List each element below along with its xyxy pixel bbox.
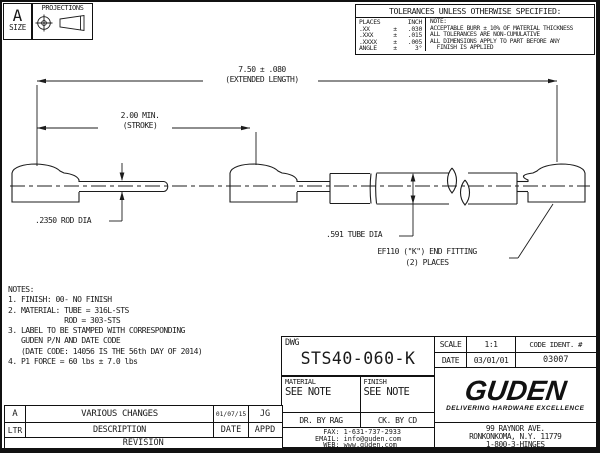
rev-footer: REVISION	[4, 437, 283, 449]
tolerance-notes: NOTE: ACCEPTABLE BURR ± 10% OF MATERIAL THICKNESS ALL TOLERANCES ARE NON-CUMULATIVE ALL DIMENSIONS APPLY TO PART BEFORE ANY FINISH IS APPLIED	[426, 18, 594, 51]
notes-title: NOTES:	[8, 285, 34, 294]
checked-by-cell: CK. BY CD	[360, 412, 436, 429]
finish-label: FINISH	[363, 378, 387, 386]
web-line: WEB: www.guden.com	[315, 441, 397, 450]
end-fitting-label: EF110 ("K") END FITTING (2) PLACES	[377, 247, 477, 267]
rev-ltr: A	[4, 405, 26, 423]
dwg-label: DWG	[285, 338, 300, 348]
tube-body	[330, 168, 517, 205]
rod-dia-label: .2350 ROD DIA	[35, 216, 92, 225]
date-label-cell: DATE	[434, 352, 468, 369]
code-ident-value-cell: 03007	[515, 352, 598, 369]
fax-line: FAX: 1-631-737-2933	[315, 428, 401, 436]
rev-header-ltr: LTR	[4, 422, 26, 439]
rev-date: 01/07/15	[213, 405, 249, 423]
tol-row-xx: .XX ± .030	[359, 24, 422, 33]
target-icon	[36, 15, 53, 32]
tol-note-label: NOTE:	[430, 18, 447, 25]
tol-row-xxxx: .XXXX ± .005	[359, 37, 422, 46]
rod-end-fitting	[12, 164, 79, 202]
cone-icon	[60, 16, 84, 31]
scale-label-cell: SCALE	[434, 336, 468, 353]
tube-end-fitting	[517, 164, 585, 202]
tolerance-block	[355, 4, 595, 55]
contact-box	[281, 427, 435, 448]
piston-rod	[79, 182, 168, 192]
email-line: EMAIL: info@guden.com	[315, 434, 401, 443]
stroke-label: 2.00 MIN. (STROKE)	[120, 111, 160, 130]
sheet-size-letter: A	[12, 6, 23, 25]
material-cell	[281, 376, 361, 413]
dwg-number-box	[281, 336, 435, 376]
notes-block: NOTES: 1. FINISH: 00- NO FINISH 2. MATERIAL: TUBE = 316L-STS ROD = 303-STS 3. LABEL TO BE STAMPED WITH CORRESPONDING GUDEN P/N AND DATE CODE (DATE CODE: 14056 IS THE 56th DAY OF 2014) 4. P1 FORCE = 60 lbs ± 7.0 lbs	[8, 285, 203, 367]
break-symbol-right	[461, 180, 470, 205]
address-box: 99 RAYNOR AVE. RONKONKOMA, N.Y. 11779 1-800-3-HINGES	[434, 422, 598, 449]
code-ident-label-cell: CODE IDENT. #	[515, 336, 598, 353]
break-symbol-left	[448, 168, 457, 193]
tol-inch-header: INCH	[407, 18, 422, 26]
drawn-by-cell: DR. BY RAG	[281, 412, 361, 429]
projection-symbols	[33, 12, 90, 34]
projections-title: PROJECTIONS	[41, 4, 84, 12]
extended-length-label: 7.50 ± .080 (EXTENDED LENGTH)	[225, 65, 299, 84]
finish-cell	[360, 376, 436, 413]
guden-logo: GUDEN	[462, 375, 569, 406]
rev-header-description: DESCRIPTION	[25, 422, 215, 439]
sheet-size-word: SIZE	[9, 23, 26, 32]
sheet-size-box	[3, 3, 32, 40]
tol-row-angle: ANGLE ± 3°	[359, 44, 422, 53]
rev-header-appd: APPD	[248, 422, 283, 439]
guden-tagline: DELIVERING HARDWARE EXCELLENCE	[446, 405, 585, 412]
rev-appd: JG	[248, 405, 283, 423]
material-label: MATERIAL	[285, 378, 316, 386]
rev-header-date: DATE	[213, 422, 249, 439]
tol-places-header: PLACES	[359, 18, 381, 26]
logo-box	[434, 367, 598, 423]
stroke-position-fitting	[230, 164, 330, 202]
projections-box	[32, 3, 93, 40]
tube-dia-label: .591 TUBE DIA	[326, 230, 383, 239]
finish-value: SEE NOTE	[363, 386, 410, 398]
rev-description: VARIOUS CHANGES	[25, 405, 215, 423]
tolerance-title: TOLERANCES UNLESS OTHERWISE SPECIFIED:	[356, 5, 594, 18]
date-value-cell: 03/01/01	[466, 352, 516, 369]
tol-row-xxx: .XXX ± .015	[359, 31, 422, 40]
dwg-number: STS40-060-K	[300, 349, 416, 368]
tolerance-places-table	[356, 18, 426, 51]
material-value: SEE NOTE	[285, 386, 331, 398]
scale-value-cell: 1:1	[466, 336, 516, 353]
stroke-dimension	[37, 126, 256, 165]
